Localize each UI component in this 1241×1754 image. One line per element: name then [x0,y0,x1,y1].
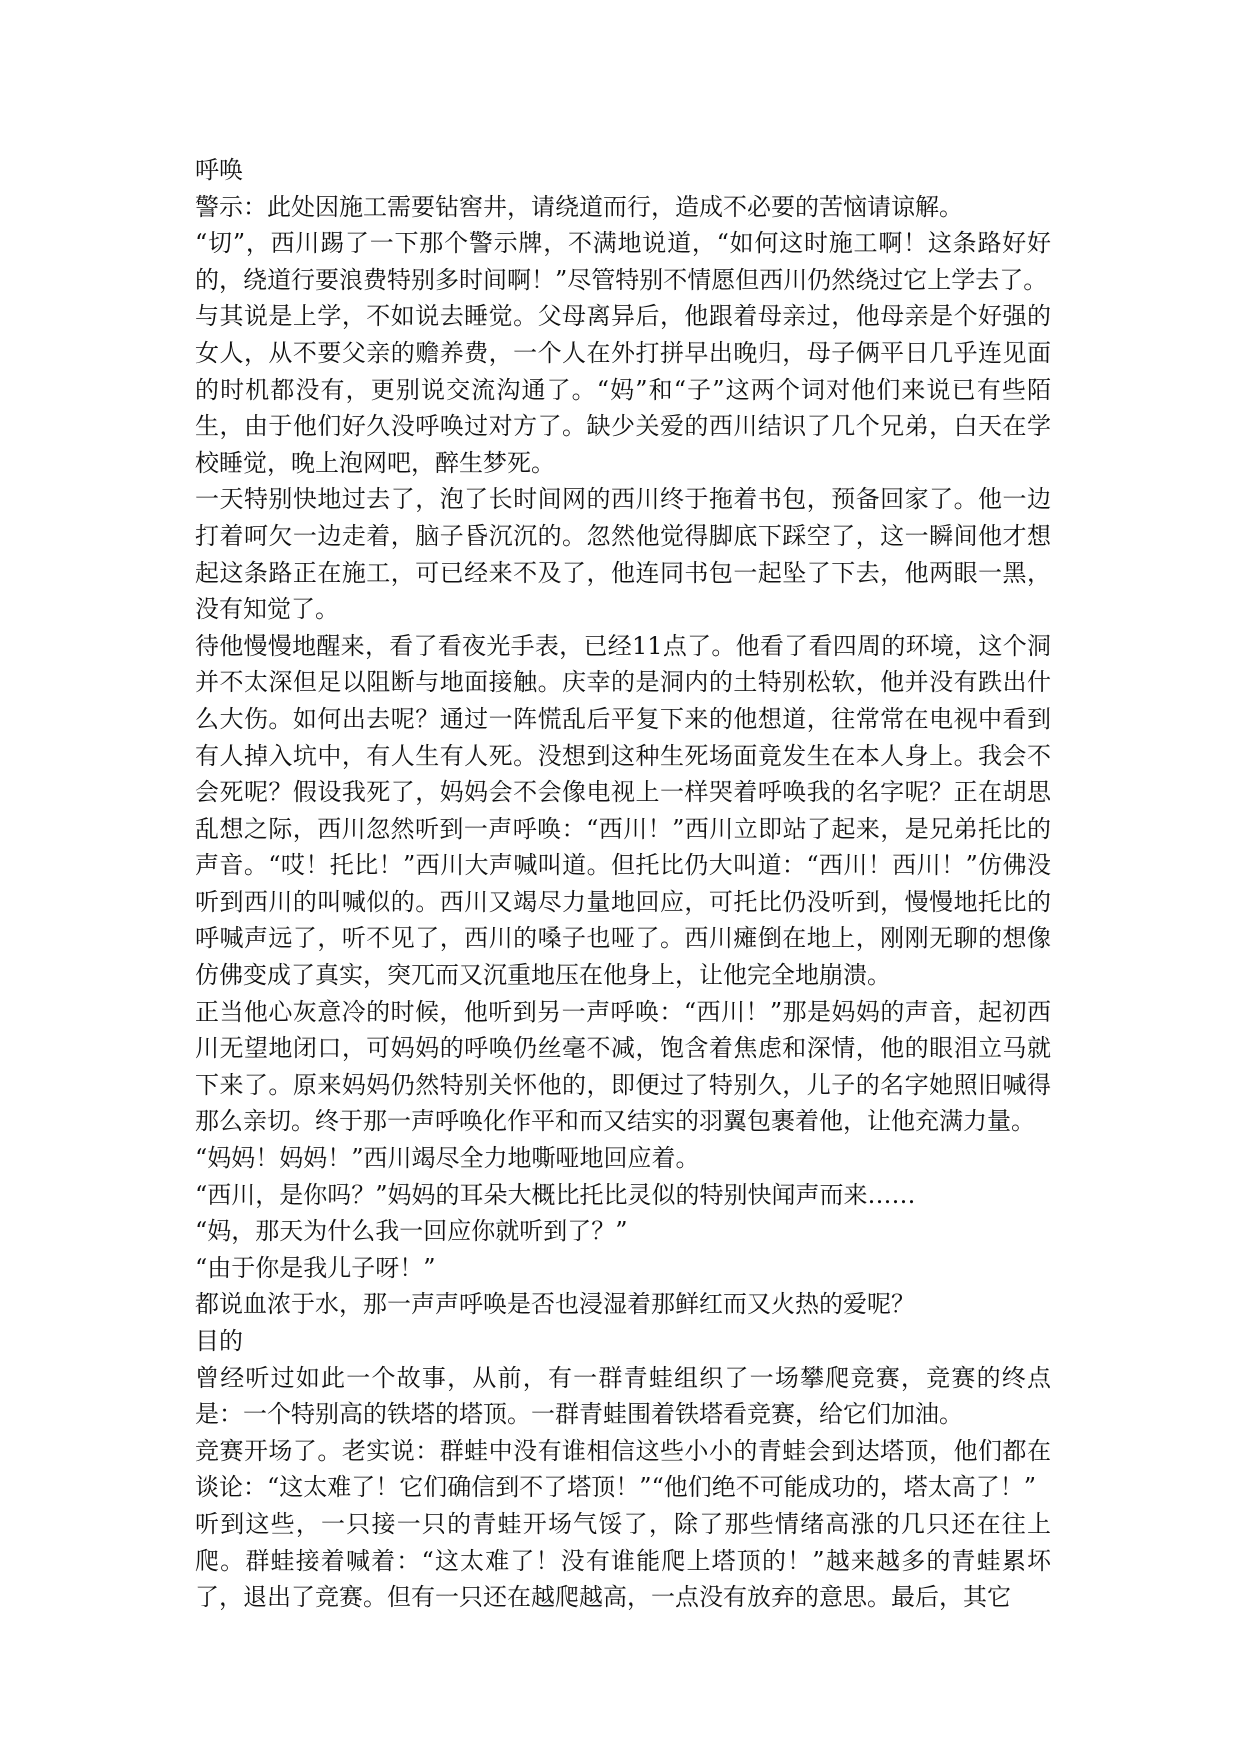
paragraph: “妈，那天为什么我一回应你就听到了？” [195,1217,628,1246]
document-body [195,152,1051,1616]
paragraph: 都说血浓于水，那一声声呼唤是否也浸湿着那鲜红而又火热的爱呢？ [195,1290,915,1319]
paragraph: 正当他心灰意冷的时候，他听到另一声呼唤：“西川！”那是妈妈的声音，起初西川无望地闭口，可妈妈的呼唤仍丝毫不减，饱含着焦虑和深情，他的眼泪立马就下来了。原来妈妈仍然特别关怀他的，即便过了特别久，儿子的名字她照旧喊得那么亲切。终于那一声呼唤化作平和而又结实的羽翼包裹着他，让他充满力量。 [195,997,1051,1136]
paragraph: 与其说是上学，不如说去睡觉。父母离异后，他跟着母亲过，他母亲是个好强的女人，从不要父亲的赡养费，一个人在外打拼早出晚归，母子俩平日几乎连见面的时机都没有，更别说交流沟通了。“妈”和“子”这两个词对他们来说已有些陌生，由于他们好久没呼唤过对方了。缺少关爱的西川结识了几个兄弟，白天在学校睡觉，晚上泡网吧，醉生梦死。 [195,302,1051,477]
warning-sign-text: 警示：此处因施工需要钻窖井，请绕道而行，造成不必要的苦恼请谅解。 [195,192,963,221]
paragraph: “西川，是你吗？”妈妈的耳朵大概比托比灵似的特别快闻声而来…… [195,1180,916,1209]
paragraph: 一天特别快地过去了，泡了长时间网的西川终于拖着书包，预备回家了。他一边打着呵欠一边走着，脑子昏沉沉的。忽然他觉得脚底下踩空了，这一瞬间他才想起这条路正在施工，可已经来不及了，他连同书包一起坠了下去，他两眼一黑，没有知觉了。 [195,485,1051,624]
paragraph: “切”，西川踢了一下那个警示牌，不满地说道，“如何这时施工啊！这条路好好的，绕道行要浪费特别多时间啊！”尽管特别不情愿但西川仍然绕过它上学去了。 [195,229,1051,294]
paragraph: 竞赛开场了。老实说：群蛙中没有谁相信这些小小的青蛙会到达塔顶，他们都在谈论：“这太难了！它们确信到不了塔顶！”“他们绝不可能成功的，塔太高了！” [195,1436,1051,1502]
paragraph: “妈妈！妈妈！”西川竭尽全力地嘶哑地回应着。 [195,1144,700,1173]
section-title: 呼唤 [195,156,243,184]
paragraph: 待他慢慢地醒来，看了看夜光手表，已经11点了。他看了看四周的环境，这个洞并不太深但足以阻断与地面接触。庆幸的是洞内的土特别松软，他并没有跌出什么大伤。如何出去呢？通过一阵慌乱后平复下来的他想道，往常常在电视中看到有人掉入坑中，有人生有人死。没想到这种生死场面竟发生在本人身上。我会不会死呢？假设我死了，妈妈会不会像电视上一样哭着呼唤我的名字呢？正在胡思乱想之际，西川忽然听到一声呼唤：“西川！”西川立即站了起来，是兄弟托比的声音。“哎！托比！”西川大声喊叫道。但托比仍大叫道：“西川！西川！”仿佛没听到西川的叫喊似的。西川又竭尽力量地回应，可托比仍没听到，慢慢地托比的呼喊声远了，听不见了，西川的嗓子也哑了。西川瘫倒在地上，刚刚无聊的想像仿佛变成了真实，突兀而又沉重地压在他身上，让他完全地崩溃。 [195,631,1051,990]
section-title: 目的 [195,1327,243,1355]
paragraph: 听到这些，一只接一只的青蛙开场气馁了，除了那些情绪高涨的几只还在往上爬。群蛙接着喊着：“这太难了！没有谁能爬上塔顶的！”越来越多的青蛙累坏了，退出了竞赛。但有一只还在越爬越高，一点没有放弃的意思。最后，其它 [195,1509,1051,1612]
paragraph: “由于你是我儿子呀！” [195,1253,436,1282]
paragraph: 曾经听过如此一个故事，从前，有一群青蛙组织了一场攀爬竞赛，竞赛的终点是：一个特别高的铁塔的塔顶。一群青蛙围着铁塔看竞赛，给它们加油。 [195,1363,1051,1429]
